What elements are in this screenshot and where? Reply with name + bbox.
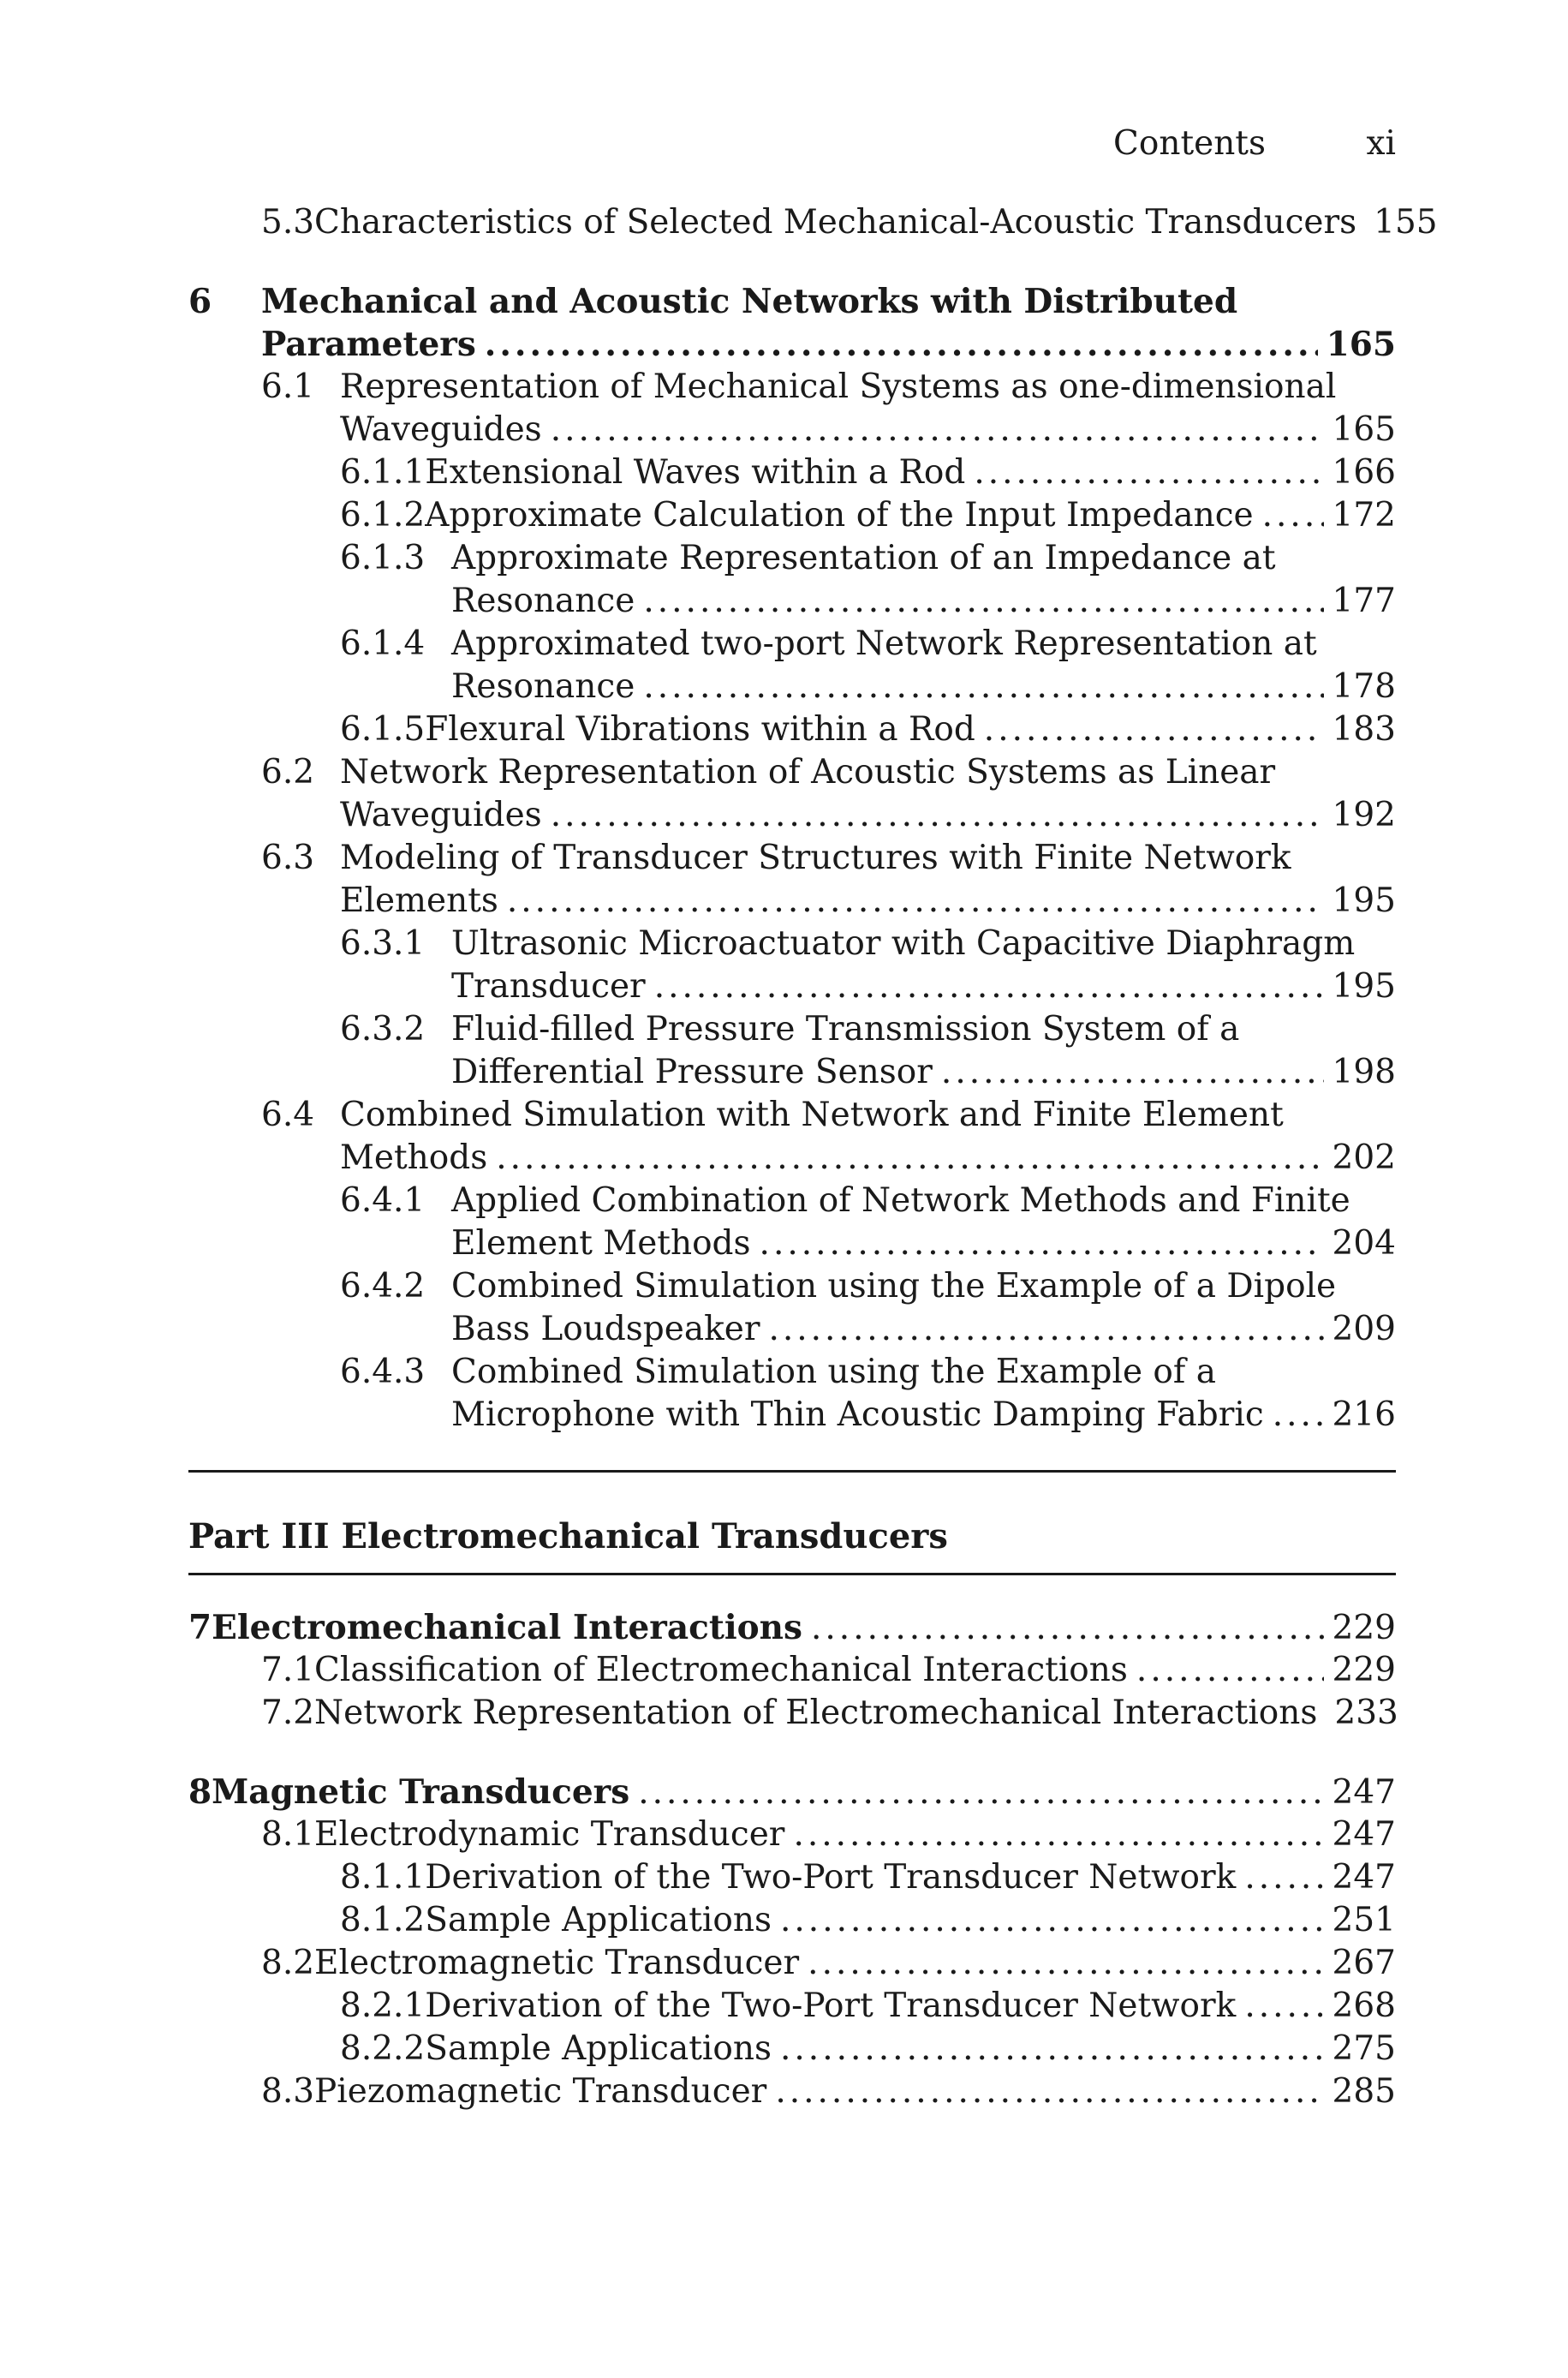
- dot-leader: [551, 410, 1324, 449]
- page-ref: 285: [1332, 2072, 1396, 2111]
- toc-entry-6-4[interactable]: [261, 1096, 1396, 1138]
- toc-entry-6-4-1[interactable]: [340, 1181, 1396, 1224]
- page-ref: 204: [1332, 1224, 1396, 1263]
- section-title: Classification of Electromechanical Interactions: [314, 1651, 1128, 1689]
- subsection-title: Approximated two-port Network Representation at: [451, 624, 1317, 663]
- section-title: Combined Simulation with Network and Finite Element: [340, 1096, 1284, 1134]
- page-ref: 198: [1332, 1053, 1396, 1091]
- dot-leader: [551, 796, 1324, 834]
- dot-leader: [780, 2029, 1324, 2068]
- toc-entry-6-1-4-cont[interactable]: [451, 667, 1396, 710]
- toc-chapter-6-cont[interactable]: [261, 325, 1396, 367]
- section-number: 7.2: [261, 1694, 315, 1732]
- section-title: Electromagnetic Transducer: [314, 1944, 800, 1982]
- subsection-title: Combined Simulation using the Example of a Dipole: [451, 1267, 1337, 1306]
- toc-entry-6-1-3-cont[interactable]: [451, 582, 1396, 624]
- toc-entry-6-3-1[interactable]: [340, 924, 1396, 967]
- page-ref: 202: [1332, 1138, 1396, 1177]
- subsection-title: Sample Applications: [425, 1901, 772, 1939]
- subsection-title-cont: Bass Loudspeaker: [451, 1310, 760, 1348]
- dot-leader: [974, 453, 1323, 492]
- chapter-title: Mechanical and Acoustic Networks with Distributed: [261, 282, 1238, 321]
- toc-entry-6-1-5[interactable]: [340, 710, 1396, 753]
- toc-entry-6-1-3[interactable]: [340, 539, 1396, 582]
- page-ref: 209: [1332, 1310, 1396, 1348]
- section-number: 5.3: [261, 203, 315, 242]
- dot-leader: [941, 1053, 1324, 1091]
- toc-entry-6-4-3[interactable]: [340, 1353, 1396, 1395]
- subsection-number: 6.3.1: [340, 924, 426, 963]
- section-title: Piezomagnetic Transducer: [314, 2072, 767, 2111]
- toc-chapter-8[interactable]: [188, 1772, 1396, 1815]
- subsection-title-cont: Microphone with Thin Acoustic Damping Fabric: [451, 1395, 1264, 1434]
- toc-entry-6-4-cont[interactable]: [340, 1138, 1396, 1181]
- dot-leader: [793, 1815, 1323, 1854]
- subsection-title: Sample Applications: [425, 2029, 772, 2068]
- toc-entry-8-1-1[interactable]: [340, 1858, 1396, 1901]
- dot-leader: [654, 967, 1324, 1006]
- section-title: Modeling of Transducer Structures with Finite Network: [340, 839, 1291, 877]
- subsection-title-cont: Resonance: [451, 667, 635, 706]
- page-ref: 165: [1332, 410, 1396, 449]
- section-title-cont: Methods: [340, 1138, 488, 1177]
- toc-entry-6-3-1-cont[interactable]: [451, 967, 1396, 1010]
- subsection-title: Extensional Waves within a Rod: [425, 453, 966, 492]
- toc-entry-8-1[interactable]: [261, 1815, 1396, 1858]
- subsection-title: Derivation of the Two-Port Transducer Network: [425, 1858, 1237, 1897]
- toc-entry-8-2-2[interactable]: [340, 2029, 1396, 2072]
- part-title[interactable]: Part III Electromechanical Transducers: [188, 1516, 948, 1556]
- dot-leader: [760, 1224, 1324, 1263]
- page-ref: 166: [1332, 453, 1396, 492]
- toc-entry-8-3[interactable]: [261, 2072, 1396, 2115]
- page-ref: 192: [1332, 796, 1396, 834]
- subsection-number: 6.3.2: [340, 1010, 426, 1049]
- subsection-number: 6.4.3: [340, 1353, 426, 1391]
- page-ref: 229: [1332, 1651, 1396, 1689]
- subsection-number: 6.1.2: [340, 496, 426, 535]
- subsection-title: Applied Combination of Network Methods and Finite: [451, 1181, 1350, 1220]
- chapter-title: Magnetic Transducers: [212, 1772, 630, 1812]
- dot-leader: [775, 2072, 1323, 2111]
- section-title-cont: Waveguides: [340, 796, 542, 834]
- dot-leader: [485, 325, 1318, 364]
- section-title: Representation of Mechanical Systems as one-dimensional: [340, 367, 1337, 406]
- dot-leader: [1262, 496, 1324, 535]
- subsection-number: 8.2.1: [340, 1987, 426, 2025]
- dot-leader: [1244, 1858, 1323, 1897]
- subsection-number: 6.1.1: [340, 453, 426, 492]
- toc-entry-6-3-cont[interactable]: [340, 881, 1396, 924]
- section-number: 6.4: [261, 1096, 315, 1134]
- part-rule-bottom: [188, 1573, 1396, 1575]
- page-ref: 233: [1334, 1694, 1398, 1732]
- toc-entry-6-2[interactable]: [261, 753, 1396, 796]
- dot-leader: [1273, 1395, 1324, 1434]
- subsection-number: 6.1.3: [340, 539, 426, 577]
- dot-leader: [496, 1138, 1323, 1177]
- dot-leader: [643, 667, 1323, 706]
- toc-entry-6-4-2[interactable]: [340, 1267, 1396, 1310]
- subsection-number: 8.1.1: [340, 1858, 426, 1897]
- page-ref: 177: [1332, 582, 1396, 620]
- section-title: Characteristics of Selected Mechanical-Acoustic Transducers: [314, 203, 1357, 242]
- section-number: 8.2: [261, 1944, 315, 1982]
- toc-entry-6-4-1-cont[interactable]: [451, 1224, 1396, 1267]
- toc-entry-6-2-cont[interactable]: [340, 796, 1396, 839]
- section-title-cont: Elements: [340, 881, 498, 920]
- section-title-cont: Waveguides: [340, 410, 542, 449]
- dot-leader: [1136, 1651, 1324, 1689]
- chapter-number: 7: [188, 1608, 212, 1647]
- subsection-number: 6.4.2: [340, 1267, 426, 1306]
- toc-entry-6-4-2-cont[interactable]: [451, 1310, 1396, 1353]
- subsection-title: Approximate Representation of an Impedance at: [451, 539, 1276, 577]
- toc-entry-6-1-1[interactable]: [340, 453, 1396, 496]
- subsection-title: Derivation of the Two-Port Transducer Network: [425, 1987, 1237, 2025]
- part-rule-top: [188, 1470, 1396, 1473]
- toc-entry-8-2-1[interactable]: [340, 1987, 1396, 2029]
- subsection-number: 8.1.2: [340, 1901, 426, 1939]
- dot-leader: [507, 881, 1324, 920]
- chapter-title-cont: Parameters: [261, 325, 476, 364]
- dot-leader: [811, 1609, 1324, 1647]
- page-ref: 165: [1326, 325, 1396, 364]
- section-title: Network Representation of Electromechanical Interactions: [314, 1694, 1318, 1732]
- section-number: 6.1: [261, 367, 315, 406]
- section-title: Electrodynamic Transducer: [314, 1815, 785, 1854]
- subsection-title: Ultrasonic Microactuator with Capacitive Diaphragm: [451, 924, 1356, 963]
- subsection-title: Flexural Vibrations within a Rod: [425, 710, 975, 749]
- page-ref: 247: [1332, 1858, 1396, 1897]
- dot-leader: [768, 1310, 1323, 1348]
- page-ref: 268: [1332, 1987, 1396, 2025]
- page-ref: 195: [1332, 881, 1396, 920]
- running-head-label: Contents: [1113, 124, 1266, 163]
- dot-leader: [638, 1773, 1323, 1812]
- page-ref: 247: [1332, 1815, 1396, 1854]
- subsection-title-cont: Element Methods: [451, 1224, 751, 1263]
- dot-leader: [984, 710, 1324, 749]
- toc-entry-8-1-2[interactable]: [340, 1901, 1396, 1944]
- dot-leader: [808, 1944, 1323, 1982]
- toc-entry-7-2[interactable]: [261, 1694, 1396, 1736]
- subsection-number: 6.1.4: [340, 624, 426, 663]
- chapter-number: 8: [188, 1772, 212, 1812]
- toc-entry-6-3[interactable]: [261, 839, 1396, 881]
- chapter-number: 6: [188, 282, 212, 321]
- section-number: 6.2: [261, 753, 315, 792]
- subsection-number: 6.4.1: [340, 1181, 426, 1220]
- page-ref: 275: [1332, 2029, 1396, 2068]
- subsection-title-cont: Resonance: [451, 582, 635, 620]
- subsection-title: Combined Simulation using the Example of a: [451, 1353, 1216, 1391]
- toc-entry-5-3[interactable]: [261, 203, 1438, 246]
- section-number: 8.3: [261, 2072, 315, 2111]
- page-ref: 247: [1332, 1773, 1396, 1812]
- page-number-roman: xi: [1366, 124, 1396, 163]
- page-ref: 267: [1332, 1944, 1396, 1982]
- chapter-title: Electromechanical Interactions: [212, 1608, 802, 1647]
- toc-entry-6-1-cont[interactable]: [340, 410, 1396, 453]
- toc-entry-6-4-3-cont[interactable]: [451, 1395, 1396, 1438]
- subsection-title: Fluid-filled Pressure Transmission System of a: [451, 1010, 1240, 1049]
- subsection-title-cont: Differential Pressure Sensor: [451, 1053, 933, 1091]
- toc-entry-6-1-2[interactable]: [340, 496, 1396, 539]
- section-number: 8.1: [261, 1815, 315, 1854]
- section-title: Network Representation of Acoustic Systems as Linear: [340, 753, 1276, 792]
- subsection-title-cont: Transducer: [451, 967, 646, 1006]
- page-ref: 229: [1332, 1609, 1396, 1647]
- toc-entry-6-3-2-cont[interactable]: [451, 1053, 1396, 1096]
- page-ref: 183: [1332, 710, 1396, 749]
- toc-entry-6-3-2[interactable]: [340, 1010, 1396, 1053]
- page-ref: 178: [1332, 667, 1396, 706]
- dot-leader: [1244, 1987, 1323, 2025]
- subsection-number: 6.1.5: [340, 710, 426, 749]
- dot-leader: [780, 1901, 1324, 1939]
- dot-leader: [643, 582, 1323, 620]
- subsection-title: Approximate Calculation of the Input Impedance: [425, 496, 1254, 535]
- section-number: 6.3: [261, 839, 315, 877]
- toc-entry-8-2[interactable]: [261, 1944, 1396, 1987]
- page-ref: 195: [1332, 967, 1396, 1006]
- page-ref: 155: [1374, 203, 1438, 242]
- page-ref: 172: [1332, 496, 1396, 535]
- toc-chapter-7[interactable]: [188, 1608, 1396, 1651]
- page-ref: 216: [1332, 1395, 1396, 1434]
- toc-entry-6-1[interactable]: [261, 367, 1396, 410]
- toc-entry-6-1-4[interactable]: [340, 624, 1396, 667]
- subsection-number: 8.2.2: [340, 2029, 426, 2068]
- section-number: 7.1: [261, 1651, 315, 1689]
- toc-chapter-6[interactable]: [188, 282, 1396, 325]
- running-head: [1113, 124, 1396, 163]
- page-ref: 251: [1332, 1901, 1396, 1939]
- toc-entry-7-1[interactable]: [261, 1651, 1396, 1694]
